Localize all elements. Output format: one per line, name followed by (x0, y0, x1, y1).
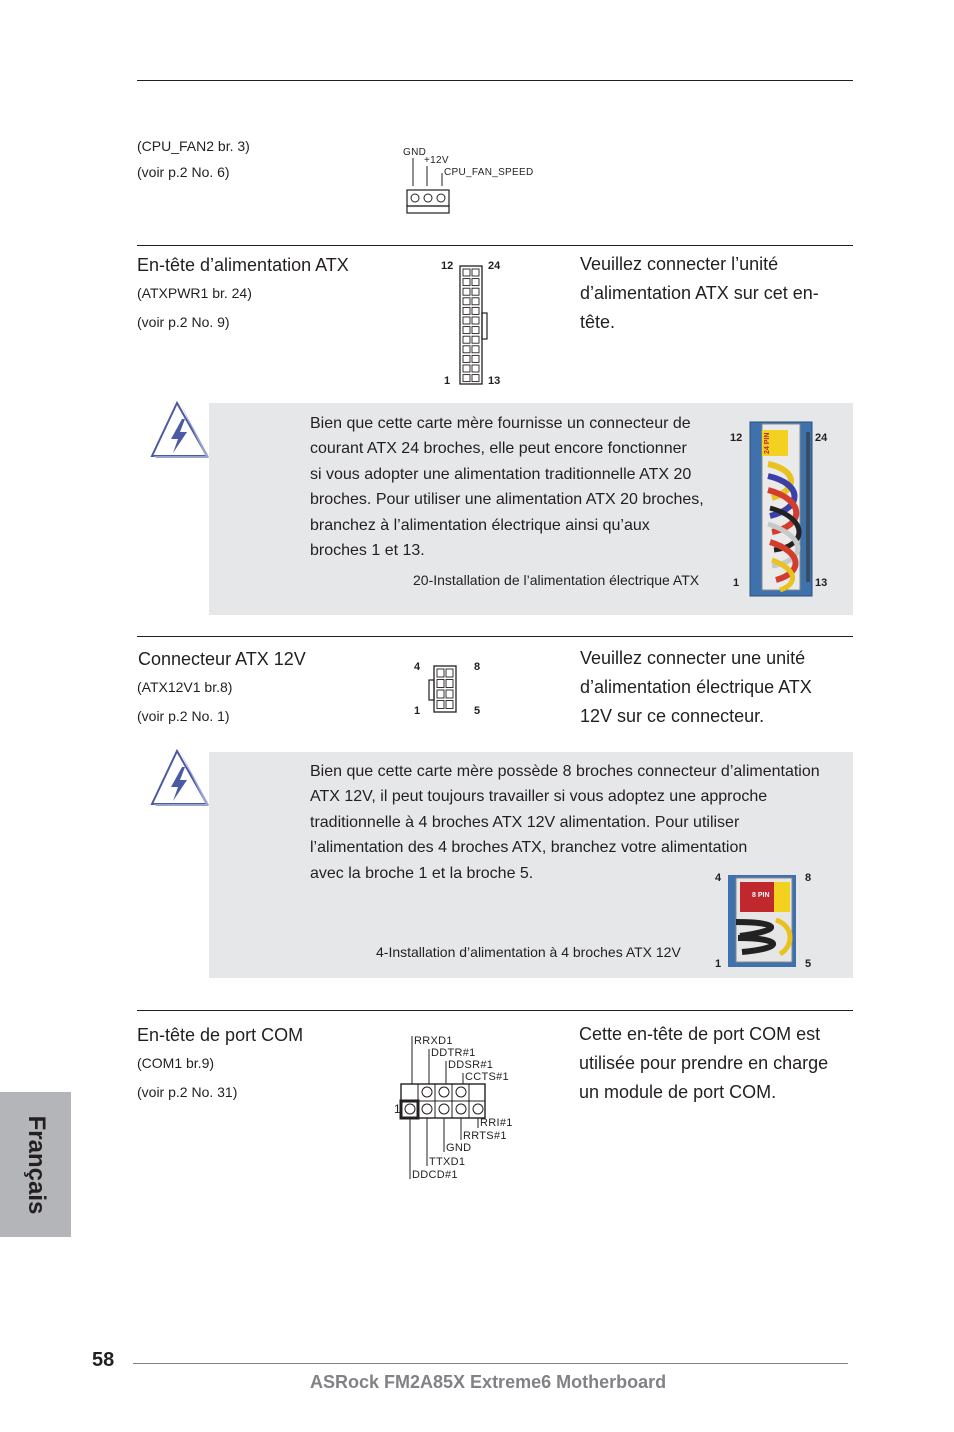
com-label-gnd: GND (446, 1142, 472, 1154)
com-label-ddtr1: DDTR#1 (431, 1047, 476, 1059)
com-label-rrxd1: RRXD1 (414, 1035, 453, 1047)
atx24-photo-pin-13: 13 (815, 577, 828, 589)
com-ref: (COM1 br.9) (137, 1055, 215, 1071)
atx12v-connector-diagram (410, 658, 490, 720)
cpu-fan2-ref: (CPU_FAN2 br. 3) (137, 138, 250, 154)
warning-icon (149, 749, 211, 807)
com-description: Cette en-tête de port COM est utilisée pour prendre en charge un module de port COM. (579, 1024, 829, 1102)
footer-title: ASRock FM2A85X Extreme6 Motherboard (310, 1372, 667, 1392)
com-see: (voir p.2 No. 31) (137, 1084, 238, 1100)
atx-section-rule (137, 245, 853, 246)
atx12v-pin-8: 8 (474, 661, 481, 673)
atx12v-see: (voir p.2 No. 1) (137, 708, 230, 724)
atx12v-photo-label: 8 PIN (752, 892, 770, 899)
atx-note-caption: 20-Installation de l’alimentation électrique ATX (413, 572, 700, 588)
com-label-rrts1: RRTS#1 (463, 1130, 507, 1142)
com-label-ddcd1: DDCD#1 (412, 1169, 458, 1181)
com-title: En-tête de port COM (137, 1025, 304, 1045)
com-section-rule (137, 1010, 853, 1011)
com-label-rri1: RRI#1 (480, 1117, 513, 1129)
com-label-ttxd1: TTXD1 (429, 1156, 466, 1168)
atx-header-see: (voir p.2 No. 9) (137, 314, 230, 330)
atx24-pin-12: 12 (441, 260, 454, 272)
atx24-pin-24: 24 (488, 260, 501, 272)
atx12v-note-text: Bien que cette carte mère possède 8 broches connecteur d’alimentation ATX 12V, il peut toujours travailler si vous adoptez une approche traditionnelle à 4 broches ATX 12V alimentation. Pour utiliser l’alimentation des 4 broches ATX, branchez votre alimentation avec la broche 1 et la broche 5. (310, 763, 820, 882)
fan-pin-speed-label: CPU_FAN_SPEED (444, 167, 534, 178)
com-connector-diagram (390, 1032, 530, 1184)
atx24-photo-pin-12: 12 (730, 432, 743, 444)
com-pin-one: 1 (394, 1102, 401, 1116)
atx12v-photo-pin-5: 5 (805, 958, 812, 970)
atx12v-note-caption: 4-Installation d’alimentation à 4 broches ATX 12V (376, 944, 681, 960)
fan-pin-12v-label: +12V (424, 155, 449, 166)
atx24-pin-13: 13 (488, 375, 501, 387)
footer-rule (133, 1363, 848, 1364)
fan-connector-diagram (398, 146, 548, 218)
atx-header-description: Veuillez connecter l’unité d’alimentation ATX sur cet en- tête. (580, 254, 819, 332)
language-side-tab-label: Français (22, 1115, 50, 1214)
atx12v-photo-pin-1: 1 (715, 958, 722, 970)
fan-pin-gnd-label: GND (403, 147, 427, 158)
atx24-pin-1: 1 (444, 375, 451, 387)
atx24-connector-diagram (440, 258, 510, 388)
atx24-photo-pin-24: 24 (815, 432, 828, 444)
com-label-ddsr1: DDSR#1 (448, 1059, 494, 1071)
cpu-fan2-see: (voir p.2 No. 6) (137, 164, 230, 180)
atx12v-description: Veuillez connecter une unité d’alimentation électrique ATX 12V sur ce connecteur. (580, 648, 812, 726)
atx12v-pin-1: 1 (414, 705, 421, 717)
atx12v-title: Connecteur ATX 12V (138, 649, 306, 669)
atx24-photo-pin-1: 1 (733, 577, 740, 589)
atx12v-photo (710, 870, 820, 970)
warning-icon (149, 401, 211, 459)
page-number: 58 (92, 1349, 115, 1371)
atx24-photo-label: 24 PIN (764, 432, 771, 454)
atx12v-photo-pin-4: 4 (715, 872, 722, 884)
atx12v-section-rule (137, 636, 853, 637)
atx-header-ref: (ATXPWR1 br. 24) (137, 285, 252, 301)
atx-note-text: Bien que cette carte mère fournisse un connecteur de courant ATX 24 broches, elle peut encore fonctionner si vous adopter une alimentation traditionnelle ATX 20 broches. Pour utiliser une alimentation ATX 20 broches, branchez à l’alimentation électrique ainsi qu’aux broches 1 et 13. (310, 415, 704, 560)
atx12v-pin-4: 4 (414, 661, 421, 673)
atx12v-ref: (ATX12V1 br.8) (137, 679, 233, 695)
com-label-ccts1: CCTS#1 (465, 1071, 509, 1083)
atx24-photo (728, 420, 836, 600)
language-side-tab (0, 1092, 71, 1237)
top-rule (137, 80, 853, 81)
atx12v-pin-5: 5 (474, 705, 481, 717)
atx12v-photo-pin-8: 8 (805, 872, 812, 884)
atx-header-title: En-tête d’alimentation ATX (137, 255, 349, 275)
